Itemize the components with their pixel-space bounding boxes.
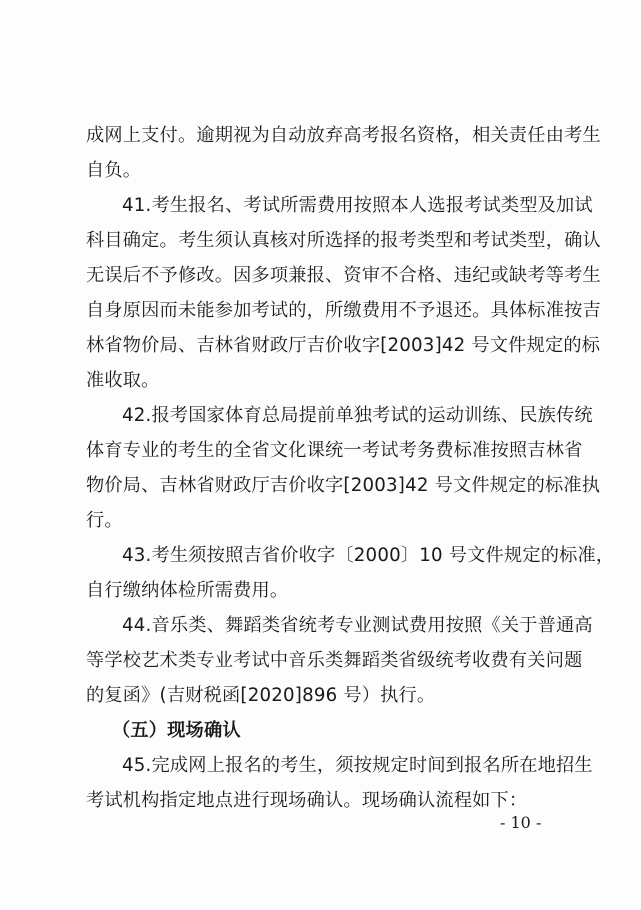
- text-line: 41.考生报名、考试所需费用按照本人选报考试类型及加试: [122, 195, 593, 216]
- text-line: 的复函》(吉财税函[2020]896 号）执行。: [86, 685, 436, 706]
- text-line: 科目确定。考生须认真核对所选择的报考类型和考试类型，确认: [86, 230, 601, 251]
- text-line: 自负。: [86, 160, 142, 181]
- text-line: 自身原因而未能参加考试的，所缴费用不予退还。具体标准按吉: [86, 300, 601, 321]
- text-line: 物价局、吉林省财政厅吉价收字[2003]42 号文件规定的标准执: [86, 475, 601, 496]
- text-line: 等学校艺术类专业考试中音乐类舞蹈类省级统考收费有关问题: [86, 650, 583, 671]
- text-line: 43.考生须按照吉省价收字〔2000〕10 号文件规定的标准，: [122, 545, 615, 566]
- text-line: 考试机构指定地点进行现场确认。现场确认流程如下：: [86, 790, 528, 811]
- section-heading: （五）现场确认: [112, 720, 241, 741]
- text-line: 准收取。: [86, 370, 160, 391]
- text-line: 成网上支付。逾期视为自动放弃高考报名资格，相关责任由考生: [86, 125, 601, 146]
- text-line: 自行缴纳体检所需费用。: [86, 580, 289, 601]
- text-line: 45.完成网上报名的考生，须按规定时间到报名所在地招生: [122, 755, 593, 776]
- text-line: 无误后不予修改。因多项兼报、资审不合格、违纪或缺考等考生: [86, 265, 601, 286]
- text-line: 行。: [86, 510, 123, 531]
- page-number: - 10 -: [500, 813, 542, 832]
- text-line: 林省物价局、吉林省财政厅吉价收字[2003]42 号文件规定的标: [86, 335, 601, 356]
- text-line: 42.报考国家体育总局提前单独考试的运动训练、民族传统: [122, 405, 593, 426]
- text-line: 体育专业的考生的全省文化课统一考试考务费标准按照吉林省: [86, 440, 583, 461]
- text-line: 44.音乐类、舞蹈类省统考专业测试费用按照《关于普通高: [122, 615, 593, 636]
